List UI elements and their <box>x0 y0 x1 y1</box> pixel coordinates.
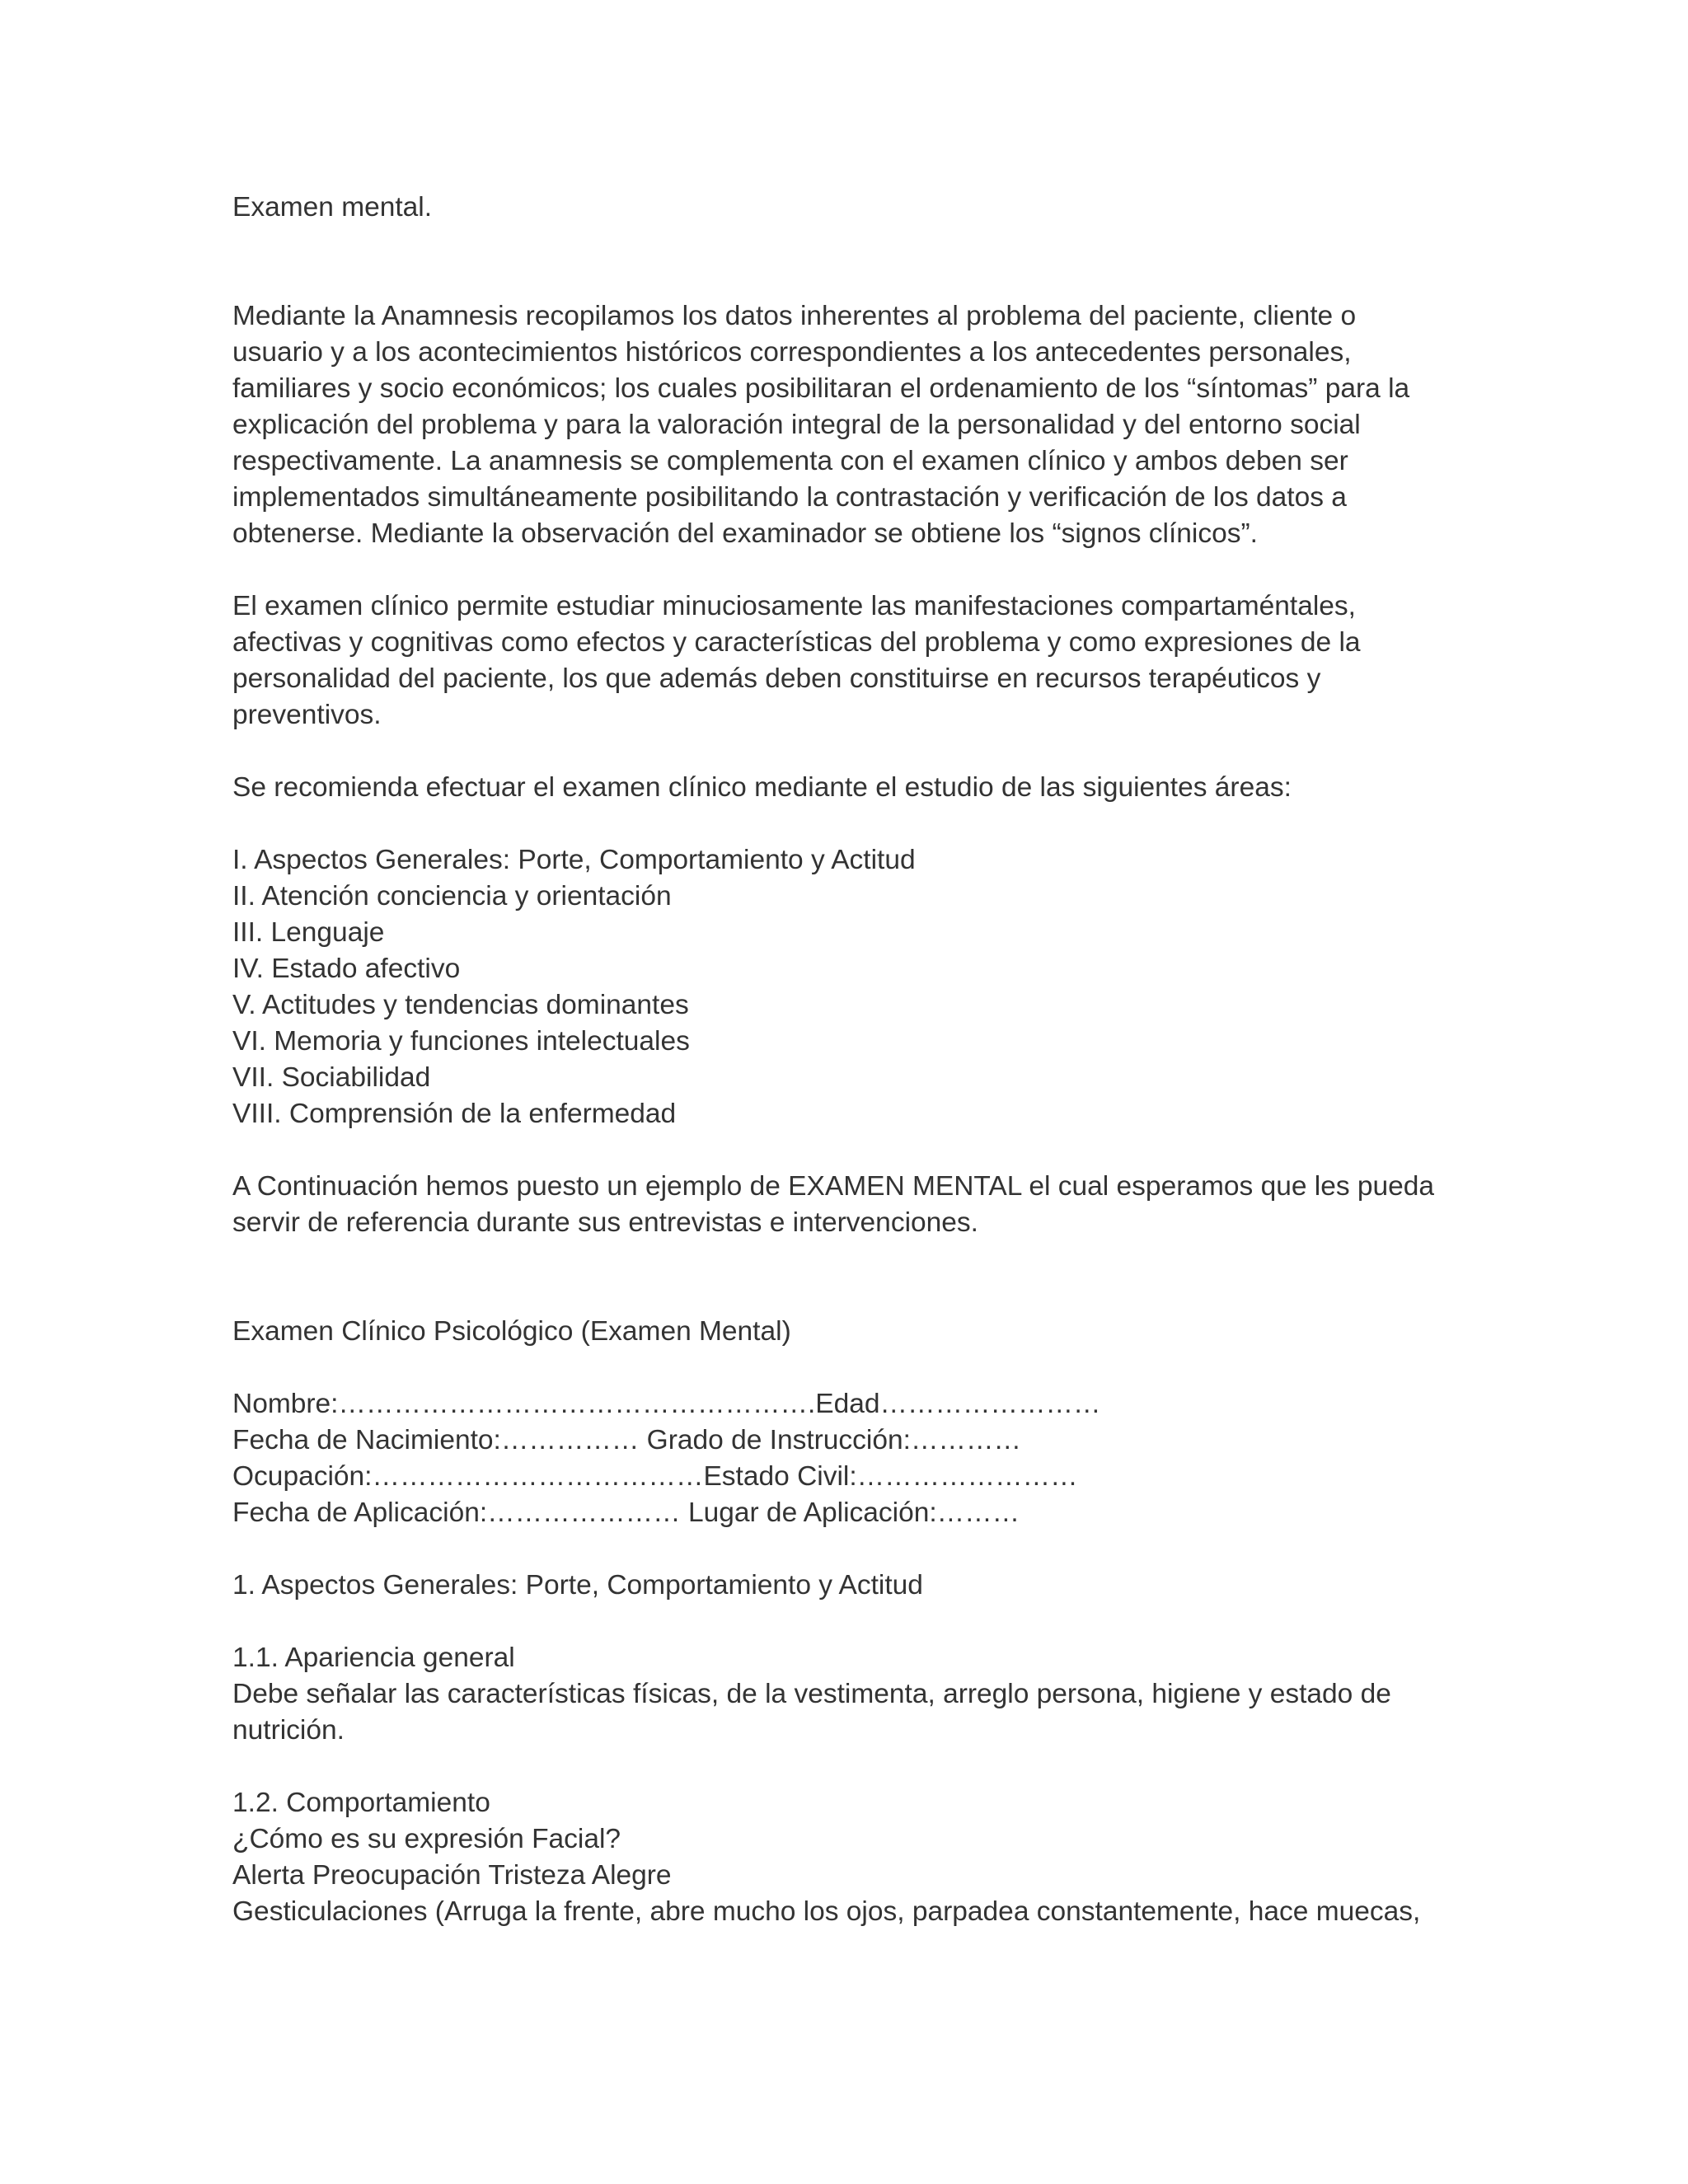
document-body <box>232 190 1469 1930</box>
form-field-birthdate-education: Fecha de Nacimiento:…………… Grado de Instrucción:………… <box>232 1425 1021 1455</box>
text-line: Gesticulaciones (Arruga la frente, abre mucho los ojos, parpadea constantemente, hace muecas, <box>232 1896 1421 1927</box>
form-title: Examen Clínico Psicológico (Examen Mental) <box>232 1316 791 1347</box>
list-item: VIII. Comprensión de la enfermedad <box>232 1099 677 1129</box>
intro-paragraph-1 <box>232 298 1469 552</box>
text-line: implementados simultáneamente posibilitando la contrastación y verificación de los datos a <box>232 482 1347 513</box>
text-line: El examen clínico permite estudiar minuciosamente las manifestaciones compartaméntales, <box>232 591 1356 621</box>
list-item: III. Lenguaje <box>232 917 385 948</box>
section-heading: 1. Aspectos Generales: Porte, Comportamiento y Actitud <box>232 1570 923 1601</box>
subsection-heading: 1.1. Apariencia general <box>232 1643 515 1673</box>
spacer <box>232 1132 1469 1169</box>
subsection-general-appearance <box>232 1640 1469 1749</box>
spacer <box>232 1604 1469 1640</box>
areas-list <box>232 842 1469 1132</box>
spacer <box>232 1531 1469 1568</box>
spacer <box>232 806 1469 842</box>
text-line: servir de referencia durante sus entrevistas e intervenciones. <box>232 1207 978 1238</box>
list-item: IV. Estado afectivo <box>232 954 461 984</box>
intro-paragraph-2 <box>232 588 1469 733</box>
text-line: usuario y a los acontecimientos históricos correspondientes a los antecedentes personales, <box>232 337 1352 368</box>
spacer <box>232 1350 1469 1386</box>
document-title: Examen mental. <box>232 192 433 223</box>
form-fields <box>232 1386 1469 1531</box>
text-line: familiares y socio económicos; los cuales posibilitaran el ordenamiento de los “síntomas” para la <box>232 373 1410 404</box>
text-line: ¿Cómo es su expresión Facial? <box>232 1824 621 1854</box>
spacer <box>232 733 1469 770</box>
list-item: VII. Sociabilidad <box>232 1062 431 1093</box>
text-line: Debe señalar las características físicas, de la vestimenta, arreglo persona, higiene y estado de <box>232 1679 1391 1709</box>
continuation-paragraph <box>232 1169 1469 1241</box>
spacer <box>232 1749 1469 1785</box>
form-field-application-date-place: Fecha de Aplicación:………………… Lugar de Aplicación:……… <box>232 1497 1020 1528</box>
text-line: afectivas y cognitivas como efectos y características del problema y como expresiones de la <box>232 627 1361 658</box>
form-field-occupation-civil-status: Ocupación:………………………………Estado Civil:…………………… <box>232 1461 1078 1492</box>
form-field-name-age: Nombre:…………………………………………….Edad…………………… <box>232 1389 1101 1419</box>
text-line: Alerta Preocupación Tristeza Alegre <box>232 1860 672 1891</box>
list-item: VI. Memoria y funciones intelectuales <box>232 1026 690 1057</box>
spacer <box>232 1241 1469 1314</box>
intro-paragraph-3: Se recomienda efectuar el examen clínico mediante el estudio de las siguientes áreas: <box>232 772 1292 803</box>
text-line: respectivamente. La anamnesis se complementa con el examen clínico y ambos deben ser <box>232 446 1348 476</box>
list-item: II. Atención conciencia y orientación <box>232 881 672 912</box>
list-item: I. Aspectos Generales: Porte, Comportamiento y Actitud <box>232 845 916 875</box>
subsection-heading: 1.2. Comportamiento <box>232 1788 490 1818</box>
list-item: V. Actitudes y tendencias dominantes <box>232 990 689 1020</box>
spacer <box>232 226 1469 298</box>
text-line: personalidad del paciente, los que además deben constituirse en recursos terapéuticos y <box>232 663 1321 694</box>
text-line: Mediante la Anamnesis recopilamos los datos inherentes al problema del paciente, cliente o <box>232 301 1357 331</box>
text-line: explicación del problema y para la valoración integral de la personalidad y del entorno social <box>232 410 1361 440</box>
text-line: A Continuación hemos puesto un ejemplo de EXAMEN MENTAL el cual esperamos que les pueda <box>232 1171 1435 1202</box>
text-line: nutrición. <box>232 1715 345 1746</box>
subsection-behavior <box>232 1785 1469 1930</box>
text-line: obtenerse. Mediante la observación del examinador se obtiene los “signos clínicos”. <box>232 518 1258 549</box>
text-line: preventivos. <box>232 700 382 730</box>
spacer <box>232 552 1469 588</box>
